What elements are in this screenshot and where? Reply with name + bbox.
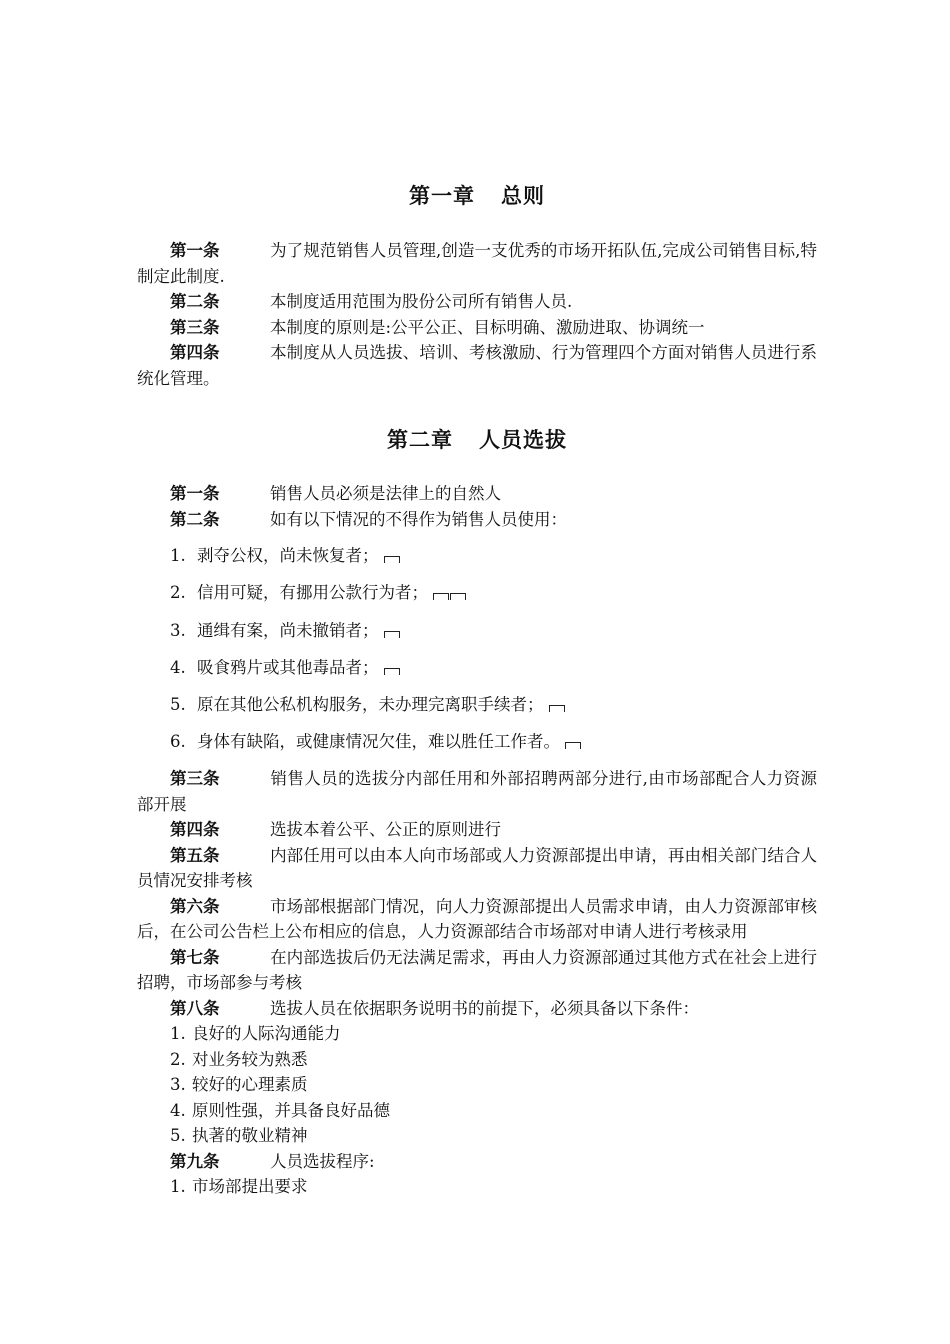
item-number: 4.	[170, 1100, 186, 1120]
article-4	[137, 340, 817, 391]
item-number: 2.	[170, 583, 186, 603]
article-label: 第九条	[170, 1151, 220, 1171]
chapter-2-heading	[137, 424, 817, 454]
item-text: 信用可疑，有挪用公款行为者；	[197, 583, 428, 603]
chapter-1-body	[137, 238, 817, 391]
article-text: 本制度适用范围为股份公司所有销售人员.	[270, 292, 573, 311]
article-label: 第三条	[170, 769, 220, 788]
edit-mark-icon	[384, 668, 400, 675]
list-item	[137, 1098, 817, 1124]
item-number: 1.	[170, 1177, 186, 1196]
article-text: 在内部选拔后仍无法满足需求，再由人力资源部通过其他方式在社会上进行招聘，市场部参与考核	[137, 947, 817, 992]
article-text: 本制度的原则是:公平公正、目标明确、激励进取、协调统一	[270, 317, 705, 337]
chapter-title: 人员选拔	[479, 428, 567, 452]
item-text: 剥夺公权，尚未恢复者；	[197, 546, 379, 565]
item-text: 执著的敬业精神	[192, 1126, 308, 1145]
item-text: 良好的人际沟通能力	[192, 1024, 341, 1043]
chapter-number: 第一章	[409, 184, 475, 208]
item-number: 4.	[170, 657, 186, 677]
article-text: 为了规范销售人员管理,创造一支优秀的市场开拓队伍,完成公司销售目标,特制定此制度.	[137, 241, 817, 286]
edit-mark-icon	[384, 556, 400, 563]
item-text: 吸食鸦片或其他毒品者；	[197, 657, 379, 677]
item-number: 3.	[170, 620, 186, 640]
edit-mark-icon	[565, 742, 581, 749]
chapter-1-heading	[137, 180, 817, 210]
article-1	[137, 481, 817, 507]
article-text: 如有以下情况的不得作为销售人员使用：	[270, 509, 567, 529]
article-7	[137, 945, 817, 996]
list-item	[137, 686, 817, 723]
chapter-title: 总则	[501, 184, 545, 208]
list-item	[137, 537, 817, 574]
item-text: 原在其他公私机构服务，未办理完离职手续者；	[197, 695, 544, 715]
chapter-2-articles-intro	[137, 481, 817, 532]
article-label: 第七条	[170, 947, 220, 967]
article-label: 第六条	[170, 896, 220, 916]
item-number: 1.	[170, 546, 186, 565]
article-label: 第三条	[170, 317, 220, 337]
edit-mark-icon	[384, 631, 400, 638]
edit-mark-icon	[450, 593, 466, 600]
article-text: 选拔人员在依据职务说明书的前提下，必须具备以下条件：	[270, 998, 699, 1018]
article-3	[137, 315, 817, 341]
article-9	[137, 1149, 817, 1175]
list-item	[137, 574, 817, 611]
article-label: 第四条	[170, 820, 220, 839]
list-item	[137, 612, 817, 649]
article-text: 人员选拔程序:	[270, 1151, 375, 1171]
item-number: 3.	[170, 1075, 186, 1094]
article-label: 第四条	[170, 343, 220, 362]
article-label: 第八条	[170, 998, 220, 1018]
chapter-number: 第二章	[387, 428, 453, 452]
item-number: 6.	[170, 732, 186, 752]
item-text: 通缉有案，尚未撤销者；	[197, 620, 379, 640]
list-item	[137, 1021, 817, 1047]
list-item	[137, 1174, 817, 1200]
article-text: 选拔本着公平、公正的原则进行	[270, 820, 501, 839]
article-text: 本制度从人员选拔、培训、考核激励、行为管理四个方面对销售人员进行系统化管理。	[137, 343, 817, 388]
article-1	[137, 238, 817, 289]
item-number: 2.	[170, 1049, 186, 1069]
item-text: 较好的心理素质	[192, 1075, 308, 1094]
article-label: 第二条	[170, 292, 220, 311]
article-4	[137, 817, 817, 843]
item-text: 原则性强，并具备良好品德	[192, 1100, 390, 1120]
list-item	[137, 1047, 817, 1073]
list-item	[137, 1123, 817, 1149]
list-item	[137, 649, 817, 686]
article-text: 市场部根据部门情况，向人力资源部提出人员需求申请，由人力资源部审核后，在公司公告栏上公布相应的信息，人力资源部结合市场部对申请人进行考核录用	[137, 896, 817, 941]
article-label: 第二条	[170, 509, 220, 529]
item-number: 5.	[170, 695, 186, 715]
item-number: 5.	[170, 1126, 186, 1145]
item-text: 市场部提出要求	[192, 1177, 308, 1196]
article-text: 内部任用可以由本人向市场部或人力资源部提出申请，再由相关部门结合人员情况安排考核	[137, 845, 817, 890]
article-label: 第五条	[170, 845, 220, 865]
article-label: 第一条	[170, 484, 220, 503]
article-6	[137, 894, 817, 945]
chapter-2-articles	[137, 766, 817, 1200]
item-text: 身体有缺陷，或健康情况欠佳，难以胜任工作者。	[197, 732, 560, 752]
edit-mark-icon	[549, 705, 565, 712]
article-8	[137, 996, 817, 1022]
article-text: 销售人员必须是法律上的自然人	[270, 484, 501, 503]
article-3	[137, 766, 817, 817]
edit-mark-icon	[433, 593, 449, 600]
list-item	[137, 1072, 817, 1098]
article-text: 销售人员的选拔分内部任用和外部招聘两部分进行,由市场部配合人力资源部开展	[137, 769, 817, 814]
item-number: 1.	[170, 1024, 186, 1043]
article-label: 第一条	[170, 241, 220, 260]
article-5	[137, 843, 817, 894]
article-2	[137, 507, 817, 533]
article-2	[137, 289, 817, 315]
item-text: 对业务较为熟悉	[192, 1049, 308, 1069]
list-item	[137, 723, 817, 760]
disqualification-list	[137, 537, 817, 761]
